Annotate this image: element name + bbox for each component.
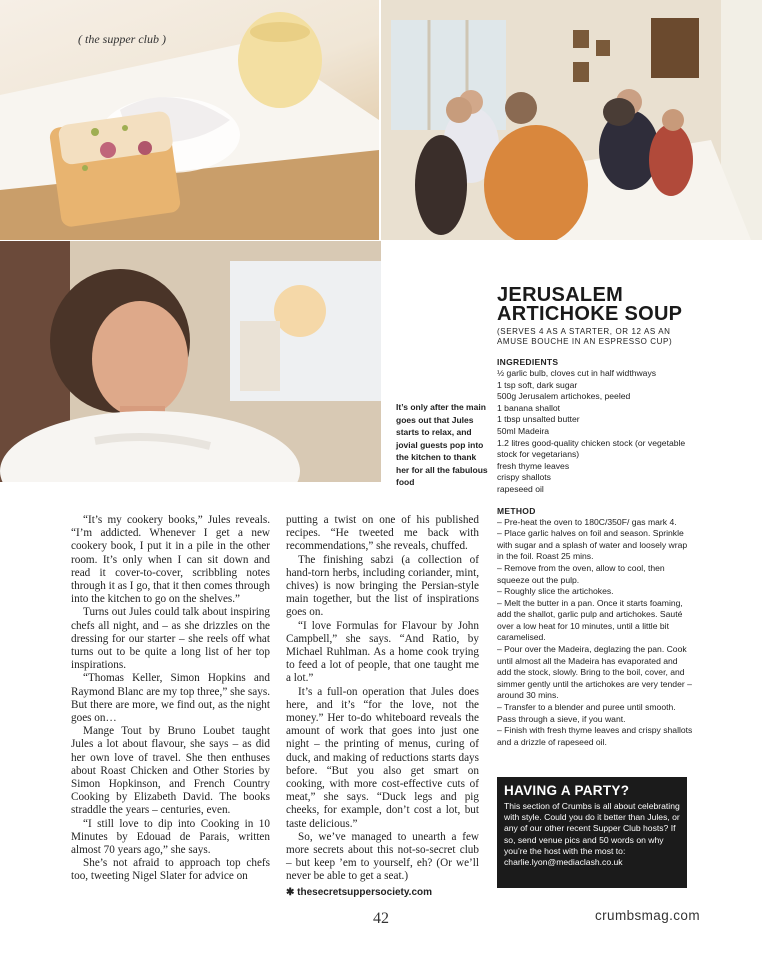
recipe-title	[497, 286, 693, 324]
method-step: – Remove from the oven, allow to cool, then squeeze out the pulp.	[497, 562, 665, 585]
ingredient-item: ½ garlic bulb, cloves cut in half widthways	[497, 368, 657, 378]
magazine-url[interactable]: crumbsmag.com	[595, 908, 700, 923]
method-heading: METHOD	[497, 505, 536, 516]
ingredient-item: crispy shallots	[497, 472, 551, 483]
ingredient-item: 50ml Madeira	[497, 425, 550, 436]
party-heading: HAVING A PARTY?	[504, 783, 630, 798]
article-column-2	[286, 514, 479, 899]
jules-illustration	[0, 241, 381, 482]
recipe-panel	[497, 286, 693, 748]
having-a-party-box	[497, 777, 687, 888]
page-number: 42	[373, 910, 389, 927]
photo-caption: It’s only after the main goes out that Jules starts to relax, and jovial guests pop into the kitchen to thank her for all the fabulous food	[396, 402, 488, 487]
dinner-party-illustration	[381, 0, 762, 240]
ingredient-item: 1 banana shallot	[497, 402, 561, 413]
paragraph: “I still love to dip into Cooking in 10 Minutes by Edouad de Parais, written almost 70 years ago,” she says.	[71, 817, 270, 857]
paragraph: “Thomas Keller, Simon Hopkins and Raymond Blanc are my top three,” she says. But there are more, we find out, as the night goes on…	[71, 672, 270, 725]
ingredient-item: 500g Jerusalem artichokes, peeled	[497, 391, 631, 402]
website-link[interactable]: ✱ thesecretsuppersociety.com	[286, 886, 433, 898]
recipe-title-line1: JERUSALEM	[497, 284, 624, 306]
recipe-serves: (SERVES 4 AS A STARTER, OR 12 AS AN AMUSE BOUCHE IN AN ESPRESSO CUP)	[497, 327, 673, 346]
ingredient-item: rapeseed oil	[497, 483, 544, 494]
method-step: – Roughly slice the artichokes.	[497, 586, 614, 597]
method-step: – Pre-heat the oven to 180C/350F/ gas mark 4.	[497, 516, 677, 527]
method-step: – Place garlic halves on foil and season. Sprinkle with sugar and a splash of water and loosely wrap in the foil. Roast 25 mins.	[497, 528, 688, 562]
recipe-title-line2: ARTICHOKE SOUP	[497, 303, 683, 325]
paragraph: It’s a full-on operation that Jules does here, and it’s “for the love, not the money.” Her to-do whiteboard reveals the amount of work that goes into just one night – the printing of menus, curing of duck, and making of reductions starts days before. “But you also get smart on cooking, with more cost-effective cuts of meat,” she says. “Duck legs and pig cheeks, for example, don’t cost a lot, but taste delicious.”	[286, 685, 479, 830]
paragraph: Turns out Jules could talk about inspiring chefs all night, and – as she drizzles on the dressing for our starter – she reels off what turns out to be quite a long list of her top inspirations.	[71, 606, 270, 672]
ingredient-item: 1 tbsp unsalted butter	[497, 414, 580, 425]
method-step: – Finish with fresh thyme leaves and crispy shallots and a drizzle of rapeseed oil.	[497, 725, 693, 747]
paragraph: So, we’ve managed to unearth a few more secrets about this not-so-secret club – but keep ’em to yourself, eh? (Or we’ll never be able to get a seat.)	[286, 830, 479, 883]
dessert-illustration	[0, 0, 379, 240]
method-step: – Pour over the Madeira, deglazing the pan. Cook until almost all the Madeira has evaporated and add the stock, slowly. Bring to the boil, cover, and simmer gently until the artichokes are very tender – around 30 mins.	[497, 644, 692, 701]
paragraph: “I love Formulas for Flavour by John Campbell,” she says. “And Ratio, by Michael Ruhlman. As a home cook trying to feed a lot of people, that one taught me a lot.”	[286, 619, 479, 685]
paragraph: Mange Tout by Bruno Loubet taught Jules a lot about flavour, she says – as did her own love of travel. She then enthuses about Roast Chicken and Other Stories by Simon Hopkinson, and French Country Cooking by Elizabeth David. The books straddle the years – centuries, even.	[71, 725, 270, 817]
paragraph: putting a twist on one of his published recipes. “He tweeted me back with recommendations,” she reveals, chuffed.	[286, 514, 479, 553]
ingredient-item: fresh thyme leaves	[497, 460, 570, 471]
ingredients-list	[497, 368, 693, 496]
section-kicker: ( the supper club )	[78, 32, 166, 46]
paragraph: “It’s my cookery books,” Jules reveals. “I’m addicted. Whenever I get a new cookery book, I put it in a pile in the other room. It’s only when I can sit down and read it cover-to-cover, scribbling notes through it as I go, that it then comes through into the kitchen to go on the shelves.”	[71, 514, 270, 606]
paragraph: She’s not afraid to approach top chefs too, tweeting Nigel Slater for advice on	[71, 857, 270, 883]
method-step: – Transfer to a blender and puree until smooth. Pass through a sieve, if you want.	[497, 702, 676, 724]
dinner-party-photo	[381, 0, 762, 240]
jules-portrait-photo	[0, 241, 381, 482]
method-list	[497, 517, 693, 749]
party-email[interactable]: charlie.lyon@mediaclash.co.uk	[504, 857, 623, 868]
ingredient-item: 1 tsp soft, dark sugar	[497, 379, 578, 390]
ingredient-item: 1.2 litres good-quality chicken stock (or vegetable stock for vegetarians)	[497, 437, 686, 460]
article-column-1	[71, 514, 270, 884]
party-body: This section of Crumbs is all about celebrating with style. Could you do it better than Jules, or any of our other recent Supper Club hosts? If so, send venue pics and 50 words on why you’re the host with the most to:	[504, 801, 680, 856]
ingredients-heading: INGREDIENTS	[497, 357, 559, 367]
method-step: – Melt the butter in a pan. Once it starts foaming, add the shallot, garlic pulp and artichokes. Sauté over a low heat for 10 minutes, until a little bit caramelised.	[497, 597, 683, 643]
dessert-photo	[0, 0, 379, 240]
paragraph: The finishing sabzi (a collection of hand-torn herbs, including coriander, mint, chives) is now bringing the Persian-style main together, but the list of inspirations goes on.	[286, 553, 479, 619]
